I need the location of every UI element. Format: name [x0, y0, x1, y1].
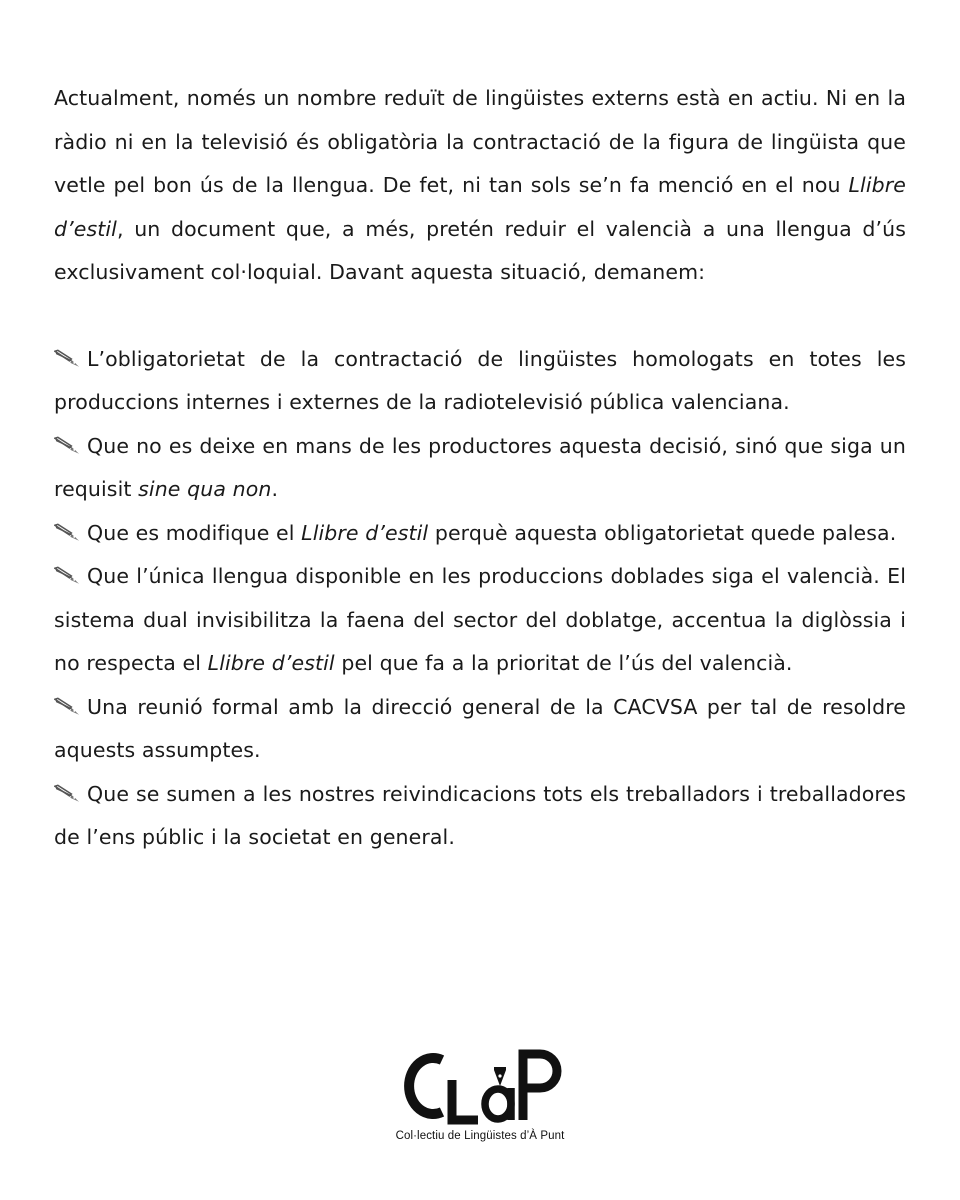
demand-text: Que es modifique el: [87, 520, 302, 545]
demand-text: L’obligatorietat de la contractació de lingüistes homologats en totes les produccions internes i externes de la radiotelevisió pública valenciana.: [54, 346, 906, 414]
intro-text-part2: , un document que, a més, pretén reduir el valencià a una llengua d’ús exclusivament col·loquial. Davant aquesta situació, demanem:: [54, 216, 906, 284]
demand-item-2: [54, 425, 906, 512]
demand-item-3: [54, 512, 906, 556]
clap-logo: [0, 1040, 960, 1142]
demand-text: Una reunió formal amb la direcció general de la CACVSA per tal de resoldre aquests assumptes.: [54, 694, 906, 762]
document-body: [54, 77, 906, 860]
demand-item-1: [54, 338, 906, 425]
demand-text-end: perquè aquesta obligatorietat quede palesa.: [428, 520, 897, 545]
fountain-pen-nib-icon: [54, 436, 81, 456]
fountain-pen-nib-icon: [54, 523, 81, 543]
fountain-pen-nib-icon: [54, 566, 81, 586]
demand-text: Que no es deixe en mans de les productores aquesta decisió, sinó que siga un requisit: [54, 433, 906, 501]
fountain-pen-nib-icon: [54, 784, 81, 804]
demand-text: Que l’única llengua disponible en les produccions doblades siga el valencià. El sistema dual invisibilitza la faena del sector del doblatge, accentua la diglòssia i no respecta el: [54, 564, 906, 675]
intro-italic-title: Llibre d’estil: [54, 173, 906, 241]
logo-subtitle: Col·lectiu de Lingüistes d’À Punt: [395, 1130, 565, 1142]
demand-text: Que se sumen a les nostres reivindicacions tots els treballadors i treballadores de l’ens públic i la societat en general.: [54, 781, 906, 849]
clap-wordmark-logo: [390, 1040, 570, 1126]
demand-text-end: pel que fa a la prioritat de l’ús del valencià.: [334, 651, 793, 675]
demand-item-4: [54, 555, 906, 686]
demand-item-5: [54, 686, 906, 773]
intro-text-part1: Actualment, només un nombre reduït de lingüistes externs està en actiu. Ni en la ràdio ni en la televisió és obligatòria la contractació de la figura de lingüista que vetle pel bon ús de la llengua. De fet, ni tan sols se’n fa menció en el nou: [54, 86, 906, 197]
demand-italic: Llibre d’estil: [301, 520, 429, 545]
demand-italic: Llibre d’estil: [207, 651, 335, 675]
demand-text-end: .: [271, 477, 279, 501]
demands-list: [54, 338, 906, 860]
fountain-pen-nib-icon: [54, 349, 81, 369]
demand-italic: sine qua non: [138, 477, 272, 501]
pen-nib-accent-icon: [494, 1067, 506, 1086]
fountain-pen-nib-icon: [54, 697, 81, 717]
demand-item-6: [54, 773, 906, 860]
intro-paragraph: [54, 77, 906, 295]
